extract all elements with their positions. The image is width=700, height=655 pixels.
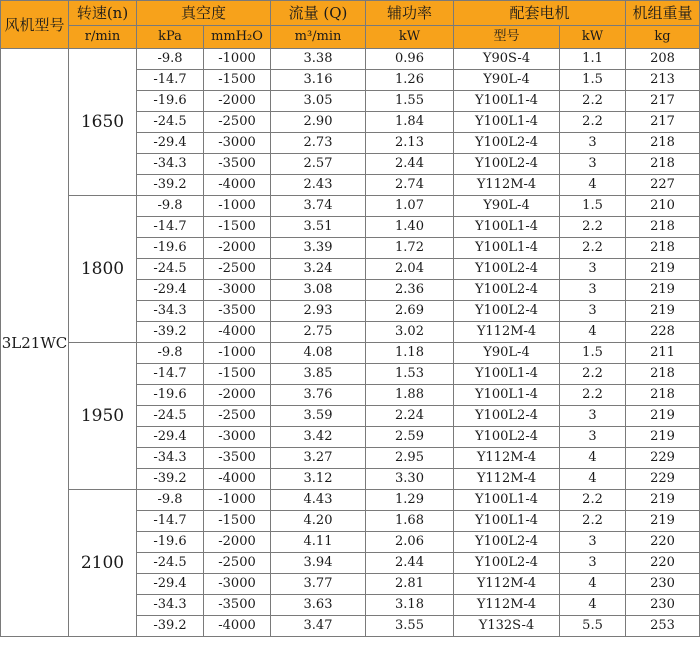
header-speed: 转速(n) xyxy=(69,1,137,26)
motor-model-cell: Y112M-4 xyxy=(454,574,560,595)
aux-power-cell: 1.18 xyxy=(366,343,454,364)
weight-cell: 229 xyxy=(626,448,700,469)
mmh2o-cell: -3000 xyxy=(204,427,271,448)
motor-model-cell: Y90L-4 xyxy=(454,70,560,91)
mmh2o-cell: -1500 xyxy=(204,70,271,91)
aux-power-cell: 2.36 xyxy=(366,280,454,301)
aux-power-cell: 1.40 xyxy=(366,217,454,238)
kpa-cell: -14.7 xyxy=(137,364,204,385)
motor-model-cell: Y100L1-4 xyxy=(454,112,560,133)
kpa-cell: -19.6 xyxy=(137,238,204,259)
mmh2o-cell: -4000 xyxy=(204,469,271,490)
motor-model-cell: Y100L2-4 xyxy=(454,133,560,154)
header-aux-unit: kW xyxy=(366,26,454,49)
kpa-cell: -24.5 xyxy=(137,406,204,427)
motor-kw-cell: 2.2 xyxy=(560,364,626,385)
motor-kw-cell: 4 xyxy=(560,448,626,469)
weight-cell: 219 xyxy=(626,490,700,511)
aux-power-cell: 2.24 xyxy=(366,406,454,427)
motor-kw-cell: 2.2 xyxy=(560,385,626,406)
mmh2o-cell: -1500 xyxy=(204,217,271,238)
kpa-cell: -19.6 xyxy=(137,91,204,112)
mmh2o-cell: -3000 xyxy=(204,280,271,301)
mmh2o-cell: -3500 xyxy=(204,154,271,175)
weight-cell: 210 xyxy=(626,196,700,217)
mmh2o-cell: -2500 xyxy=(204,112,271,133)
weight-cell: 220 xyxy=(626,553,700,574)
model-cell: 3L21WC xyxy=(1,49,69,637)
header-aux-power: 辅功率 xyxy=(366,1,454,26)
aux-power-cell: 1.53 xyxy=(366,364,454,385)
weight-cell: 219 xyxy=(626,280,700,301)
motor-kw-cell: 3 xyxy=(560,154,626,175)
motor-model-cell: Y112M-4 xyxy=(454,322,560,343)
kpa-cell: -14.7 xyxy=(137,217,204,238)
kpa-cell: -29.4 xyxy=(137,427,204,448)
motor-model-cell: Y100L2-4 xyxy=(454,259,560,280)
header-mmh2o: mmH₂O xyxy=(204,26,271,49)
motor-model-cell: Y90L-4 xyxy=(454,343,560,364)
motor-kw-cell: 2.2 xyxy=(560,91,626,112)
flow-cell: 2.93 xyxy=(271,301,366,322)
aux-power-cell: 1.55 xyxy=(366,91,454,112)
header-motor-model: 型号 xyxy=(454,26,560,49)
motor-kw-cell: 2.2 xyxy=(560,490,626,511)
flow-cell: 3.12 xyxy=(271,469,366,490)
kpa-cell: -19.6 xyxy=(137,385,204,406)
weight-cell: 219 xyxy=(626,259,700,280)
kpa-cell: -39.2 xyxy=(137,469,204,490)
kpa-cell: -39.2 xyxy=(137,616,204,637)
table-row xyxy=(1,196,700,217)
weight-cell: 218 xyxy=(626,385,700,406)
header-motor: 配套电机 xyxy=(454,1,626,26)
speed-cell: 1800 xyxy=(69,196,137,343)
motor-kw-cell: 1.5 xyxy=(560,70,626,91)
aux-power-cell: 2.59 xyxy=(366,427,454,448)
motor-model-cell: Y100L1-4 xyxy=(454,238,560,259)
mmh2o-cell: -1500 xyxy=(204,511,271,532)
kpa-cell: -9.8 xyxy=(137,343,204,364)
flow-cell: 3.76 xyxy=(271,385,366,406)
header-weight-unit: kg xyxy=(626,26,700,49)
motor-kw-cell: 3 xyxy=(560,553,626,574)
weight-cell: 218 xyxy=(626,133,700,154)
aux-power-cell: 1.84 xyxy=(366,112,454,133)
motor-model-cell: Y100L1-4 xyxy=(454,385,560,406)
motor-kw-cell: 3 xyxy=(560,427,626,448)
mmh2o-cell: -3500 xyxy=(204,595,271,616)
flow-cell: 3.85 xyxy=(271,364,366,385)
weight-cell: 217 xyxy=(626,112,700,133)
flow-cell: 2.57 xyxy=(271,154,366,175)
weight-cell: 253 xyxy=(626,616,700,637)
aux-power-cell: 3.02 xyxy=(366,322,454,343)
speed-cell: 1650 xyxy=(69,49,137,196)
motor-model-cell: Y112M-4 xyxy=(454,448,560,469)
motor-model-cell: Y112M-4 xyxy=(454,175,560,196)
motor-model-cell: Y100L1-4 xyxy=(454,511,560,532)
motor-model-cell: Y90S-4 xyxy=(454,49,560,70)
weight-cell: 219 xyxy=(626,406,700,427)
motor-kw-cell: 2.2 xyxy=(560,238,626,259)
motor-model-cell: Y100L2-4 xyxy=(454,427,560,448)
flow-cell: 2.90 xyxy=(271,112,366,133)
aux-power-cell: 1.29 xyxy=(366,490,454,511)
flow-cell: 3.27 xyxy=(271,448,366,469)
weight-cell: 208 xyxy=(626,49,700,70)
aux-power-cell: 3.55 xyxy=(366,616,454,637)
weight-cell: 211 xyxy=(626,343,700,364)
mmh2o-cell: -2000 xyxy=(204,532,271,553)
mmh2o-cell: -1000 xyxy=(204,196,271,217)
flow-cell: 3.74 xyxy=(271,196,366,217)
motor-kw-cell: 3 xyxy=(560,280,626,301)
header-vacuum: 真空度 xyxy=(137,1,271,26)
mmh2o-cell: -2000 xyxy=(204,238,271,259)
aux-power-cell: 1.07 xyxy=(366,196,454,217)
flow-cell: 3.51 xyxy=(271,217,366,238)
aux-power-cell: 1.68 xyxy=(366,511,454,532)
motor-model-cell: Y100L2-4 xyxy=(454,280,560,301)
flow-cell: 3.05 xyxy=(271,91,366,112)
motor-kw-cell: 4 xyxy=(560,469,626,490)
aux-power-cell: 2.44 xyxy=(366,553,454,574)
table-row xyxy=(1,343,700,364)
flow-cell: 2.73 xyxy=(271,133,366,154)
aux-power-cell: 1.72 xyxy=(366,238,454,259)
flow-cell: 2.75 xyxy=(271,322,366,343)
kpa-cell: -9.8 xyxy=(137,49,204,70)
kpa-cell: -34.3 xyxy=(137,595,204,616)
weight-cell: 228 xyxy=(626,322,700,343)
table-row xyxy=(1,49,700,70)
kpa-cell: -34.3 xyxy=(137,301,204,322)
mmh2o-cell: -3500 xyxy=(204,448,271,469)
kpa-cell: -29.4 xyxy=(137,280,204,301)
flow-cell: 3.16 xyxy=(271,70,366,91)
motor-model-cell: Y112M-4 xyxy=(454,595,560,616)
flow-cell: 4.20 xyxy=(271,511,366,532)
aux-power-cell: 0.96 xyxy=(366,49,454,70)
weight-cell: 230 xyxy=(626,574,700,595)
mmh2o-cell: -2500 xyxy=(204,259,271,280)
mmh2o-cell: -1000 xyxy=(204,49,271,70)
mmh2o-cell: -2000 xyxy=(204,91,271,112)
kpa-cell: -24.5 xyxy=(137,112,204,133)
header-model: 风机型号 xyxy=(1,1,69,49)
kpa-cell: -34.3 xyxy=(137,154,204,175)
mmh2o-cell: -3000 xyxy=(204,574,271,595)
weight-cell: 219 xyxy=(626,301,700,322)
flow-cell: 3.77 xyxy=(271,574,366,595)
kpa-cell: -29.4 xyxy=(137,574,204,595)
weight-cell: 227 xyxy=(626,175,700,196)
table-row xyxy=(1,490,700,511)
mmh2o-cell: -4000 xyxy=(204,175,271,196)
motor-kw-cell: 3 xyxy=(560,532,626,553)
aux-power-cell: 2.95 xyxy=(366,448,454,469)
speed-cell: 1950 xyxy=(69,343,137,490)
weight-cell: 218 xyxy=(626,238,700,259)
motor-kw-cell: 4 xyxy=(560,574,626,595)
speed-cell: 2100 xyxy=(69,490,137,637)
motor-kw-cell: 3 xyxy=(560,301,626,322)
motor-model-cell: Y100L1-4 xyxy=(454,490,560,511)
motor-model-cell: Y100L2-4 xyxy=(454,154,560,175)
kpa-cell: -19.6 xyxy=(137,532,204,553)
mmh2o-cell: -1000 xyxy=(204,490,271,511)
motor-kw-cell: 1.5 xyxy=(560,196,626,217)
aux-power-cell: 2.44 xyxy=(366,154,454,175)
weight-cell: 220 xyxy=(626,532,700,553)
kpa-cell: -9.8 xyxy=(137,196,204,217)
mmh2o-cell: -2500 xyxy=(204,406,271,427)
flow-cell: 3.59 xyxy=(271,406,366,427)
weight-cell: 218 xyxy=(626,364,700,385)
header-flow: 流量 (Q) xyxy=(271,1,366,26)
motor-kw-cell: 3 xyxy=(560,133,626,154)
mmh2o-cell: -2500 xyxy=(204,553,271,574)
weight-cell: 219 xyxy=(626,427,700,448)
motor-kw-cell: 2.2 xyxy=(560,217,626,238)
motor-kw-cell: 2.2 xyxy=(560,511,626,532)
motor-kw-cell: 3 xyxy=(560,406,626,427)
weight-cell: 229 xyxy=(626,469,700,490)
flow-cell: 3.24 xyxy=(271,259,366,280)
motor-model-cell: Y100L1-4 xyxy=(454,364,560,385)
kpa-cell: -24.5 xyxy=(137,259,204,280)
header-motor-kw: kW xyxy=(560,26,626,49)
mmh2o-cell: -4000 xyxy=(204,322,271,343)
flow-cell: 3.94 xyxy=(271,553,366,574)
motor-model-cell: Y100L1-4 xyxy=(454,217,560,238)
weight-cell: 230 xyxy=(626,595,700,616)
kpa-cell: -39.2 xyxy=(137,175,204,196)
motor-model-cell: Y132S-4 xyxy=(454,616,560,637)
table-body xyxy=(1,49,700,637)
aux-power-cell: 2.81 xyxy=(366,574,454,595)
aux-power-cell: 3.18 xyxy=(366,595,454,616)
kpa-cell: -29.4 xyxy=(137,133,204,154)
aux-power-cell: 2.74 xyxy=(366,175,454,196)
motor-model-cell: Y100L1-4 xyxy=(454,91,560,112)
motor-kw-cell: 5.5 xyxy=(560,616,626,637)
motor-kw-cell: 1.5 xyxy=(560,343,626,364)
motor-kw-cell: 3 xyxy=(560,259,626,280)
header-row-1 xyxy=(1,1,700,26)
motor-kw-cell: 4 xyxy=(560,322,626,343)
aux-power-cell: 2.06 xyxy=(366,532,454,553)
mmh2o-cell: -3000 xyxy=(204,133,271,154)
flow-cell: 4.11 xyxy=(271,532,366,553)
mmh2o-cell: -1000 xyxy=(204,343,271,364)
header-kpa: kPa xyxy=(137,26,204,49)
aux-power-cell: 3.30 xyxy=(366,469,454,490)
mmh2o-cell: -3500 xyxy=(204,301,271,322)
weight-cell: 219 xyxy=(626,511,700,532)
flow-cell: 2.43 xyxy=(271,175,366,196)
header-speed-unit: r/min xyxy=(69,26,137,49)
weight-cell: 213 xyxy=(626,70,700,91)
flow-cell: 3.08 xyxy=(271,280,366,301)
kpa-cell: -34.3 xyxy=(137,448,204,469)
kpa-cell: -9.8 xyxy=(137,490,204,511)
kpa-cell: -14.7 xyxy=(137,70,204,91)
mmh2o-cell: -2000 xyxy=(204,385,271,406)
motor-model-cell: Y100L2-4 xyxy=(454,406,560,427)
flow-cell: 4.08 xyxy=(271,343,366,364)
aux-power-cell: 2.69 xyxy=(366,301,454,322)
aux-power-cell: 1.88 xyxy=(366,385,454,406)
flow-cell: 3.39 xyxy=(271,238,366,259)
weight-cell: 217 xyxy=(626,91,700,112)
weight-cell: 218 xyxy=(626,217,700,238)
motor-model-cell: Y90L-4 xyxy=(454,196,560,217)
kpa-cell: -24.5 xyxy=(137,553,204,574)
aux-power-cell: 1.26 xyxy=(366,70,454,91)
mmh2o-cell: -1500 xyxy=(204,364,271,385)
motor-kw-cell: 4 xyxy=(560,175,626,196)
flow-cell: 3.42 xyxy=(271,427,366,448)
motor-kw-cell: 2.2 xyxy=(560,112,626,133)
kpa-cell: -14.7 xyxy=(137,511,204,532)
motor-kw-cell: 4 xyxy=(560,595,626,616)
motor-model-cell: Y100L2-4 xyxy=(454,553,560,574)
header-flow-unit: m³/min xyxy=(271,26,366,49)
flow-cell: 3.47 xyxy=(271,616,366,637)
weight-cell: 218 xyxy=(626,154,700,175)
aux-power-cell: 2.04 xyxy=(366,259,454,280)
motor-model-cell: Y100L2-4 xyxy=(454,301,560,322)
flow-cell: 3.38 xyxy=(271,49,366,70)
header-row-2 xyxy=(1,26,700,49)
mmh2o-cell: -4000 xyxy=(204,616,271,637)
header-weight: 机组重量 xyxy=(626,1,700,26)
flow-cell: 3.63 xyxy=(271,595,366,616)
motor-model-cell: Y100L2-4 xyxy=(454,532,560,553)
table-header xyxy=(1,1,700,49)
motor-model-cell: Y112M-4 xyxy=(454,469,560,490)
aux-power-cell: 2.13 xyxy=(366,133,454,154)
motor-kw-cell: 1.1 xyxy=(560,49,626,70)
kpa-cell: -39.2 xyxy=(137,322,204,343)
flow-cell: 4.43 xyxy=(271,490,366,511)
